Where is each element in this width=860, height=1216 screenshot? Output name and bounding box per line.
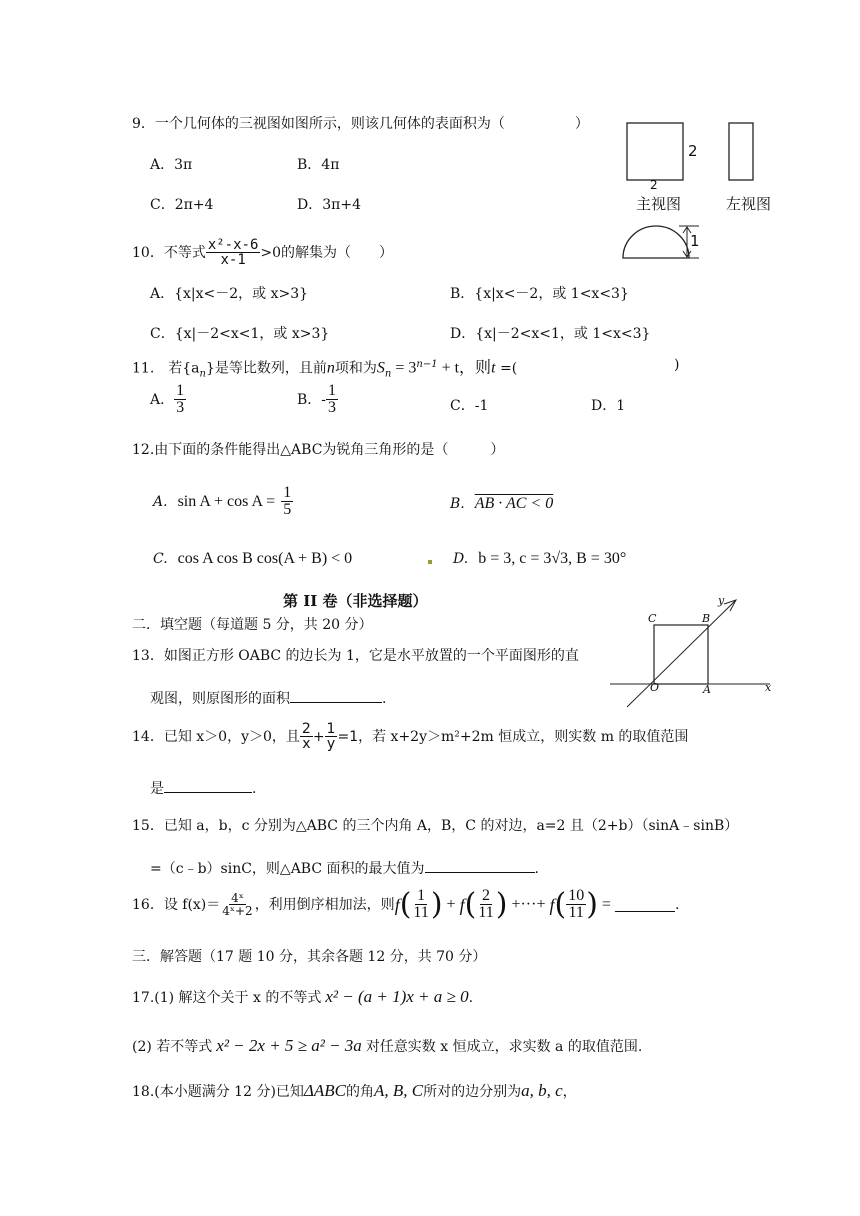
q17-p2-post: 对任意实数 x 恒成立，求实数 a 的取值范围.	[365, 1039, 643, 1055]
q11-opt-b-label: B．-	[297, 391, 327, 408]
q17-p1-end: .	[468, 990, 474, 1006]
q10-option-a: A．{x|x<－2，或 x>3}	[150, 286, 309, 302]
q11-var-S: S	[376, 359, 385, 377]
q11-opt-a-frac	[174, 383, 186, 416]
q11-text-c: }是等比数列，且前	[205, 360, 327, 377]
q18-end: ，	[562, 1084, 577, 1100]
q16-pre: 16．设 f(x)＝	[132, 896, 221, 913]
q9-option-b: B．4π	[297, 157, 340, 173]
q16-t1-num: 1	[417, 887, 426, 904]
q14-eq: =1	[337, 728, 359, 745]
q12-opt-a-expr: sin A + cos A =	[177, 492, 276, 510]
fig-label-O: O	[650, 681, 660, 694]
q11-opt-a-label: A．	[150, 391, 175, 408]
q15-line1: 15．已知 a，b，c 分别为△ABC 的三个内角 A，B，C 的对边，a=2 且（2+b）（sinA﹣sinB）	[132, 818, 739, 834]
q12-option-b	[450, 495, 553, 513]
q16-term-3	[566, 888, 586, 921]
q16-t1-den: 11	[413, 904, 429, 921]
q14-plus: +	[312, 728, 325, 745]
q14-f1-num: 2	[301, 721, 311, 737]
front-view-caption: 主视图	[636, 195, 682, 213]
q11-text-l: =(	[495, 360, 518, 377]
q14-f2-num: 1	[326, 721, 336, 737]
q13-line1: 13．如图正方形 OABC 的边长为 1，它是水平放置的一个平面图形的直	[132, 648, 579, 664]
q16-mid: ，利用倒序相加法，则	[254, 896, 395, 913]
q16-t3-num: 10	[568, 887, 585, 904]
q10-option-b: B．{x|x<－2，或 1<x<3}	[450, 286, 629, 302]
q16-term-1	[411, 888, 430, 921]
q10-stem	[132, 238, 393, 267]
q11-sub-n2: n	[384, 368, 392, 380]
q10-option-d: D．{x|－2<x<1，或 1<x<3}	[450, 326, 651, 342]
q15-line2-end: .	[534, 861, 539, 877]
q18-pre: 18.(本小题满分 12 分)已知	[132, 1084, 304, 1100]
q16-t2-num: 2	[482, 887, 491, 904]
fig-label-y: y	[718, 594, 725, 607]
q10-stem-post: >0的解集为（ ）	[260, 244, 394, 261]
q17-p1-pre: 17.(1) 解这个关于 x 的不等式	[132, 990, 322, 1006]
q11-var-n: n	[326, 359, 335, 377]
q18-line	[132, 1082, 577, 1101]
q10-frac-den: x-1	[220, 252, 246, 268]
q11-var-t: t	[491, 359, 496, 377]
q12-opt-a-den: 5	[283, 501, 292, 518]
q10-fraction	[206, 238, 261, 267]
q13-line2	[150, 688, 386, 708]
section3-heading: 三．解答题（17 题 10 分，其余各题 12 分，共 70 分）	[132, 949, 487, 965]
q11-opt-b-num: 1	[328, 382, 337, 399]
q14-line2-text: 是	[150, 781, 164, 797]
q16-line: 16．设 f(x)＝ $\frac{\text{4ˣ}}{\text{4ˣ+2}}$ ，利用倒序相加法，则 f ( $\frac{1}{11}$ ) + f ( $\frac{2}{11}$ ) +···+ f ( $\frac{10}{11}$ ) = .	[132, 886, 680, 922]
q12-opt-d-label: D.	[453, 551, 469, 567]
q16-fx-den: 4ˣ+2	[222, 904, 253, 918]
q11-text-h: = 3	[391, 359, 417, 377]
left-view-caption: 左视图	[726, 195, 772, 213]
q12-opt-a-frac	[281, 485, 293, 518]
q12-opt-b-expr: AB · AC < 0	[474, 495, 554, 512]
q14-answer-blank	[164, 778, 252, 793]
q15-line2-text: =（c﹣b）sinC，则△ABC 面积的最大值为	[150, 861, 425, 877]
q17-p2-expr: x² − 2x + 5 ≥ a² − 3a	[216, 1036, 362, 1055]
q10-stem-pre: 10．不等式	[132, 244, 206, 261]
q12-opt-d-expr: b = 3, c = 3√3, B = 30°	[478, 550, 627, 567]
q11-option-d: D．1	[591, 398, 626, 414]
q14-post: ，若 x+2y＞m²+2m 恒成立，则实数 m 的取值范围	[358, 728, 689, 745]
q11-sub-n: n	[199, 368, 206, 380]
q10-option-c: C．{x|－2<x<1，或 x>3}	[150, 326, 330, 342]
q13-answer-blank	[290, 688, 382, 703]
q11-opt-a-num: 1	[176, 382, 185, 399]
q14-line2	[150, 778, 256, 798]
q9-stem: 9．一个几何体的三视图如图所示，则该几何体的表面积为（ ）	[132, 116, 589, 132]
q11-text-a: 11. 若{a	[132, 360, 200, 377]
q17-part2	[132, 1037, 642, 1056]
q12-option-d	[453, 550, 626, 568]
q18-angles: A, B, C	[374, 1081, 424, 1100]
q16-answer-blank	[615, 897, 675, 912]
q11-option-a	[150, 383, 186, 416]
stray-dot	[428, 560, 432, 564]
top-view-dim-label: 1	[690, 232, 700, 250]
q18-triangle: ΔABC	[303, 1081, 346, 1100]
oblique-square-figure	[610, 595, 775, 695]
section2-heading: 二．填空题（每道题 5 分，共 20 分）	[132, 617, 373, 633]
q12-option-c	[153, 550, 352, 568]
q15-answer-blank	[425, 858, 535, 873]
q11-stem-end: )	[674, 357, 680, 373]
q14-pre: 14．已知 x＞0，y＞0，且	[132, 728, 300, 745]
q11-text-e: 项和为	[334, 360, 377, 377]
q13-line2-text: 观图，则原图形的面积	[150, 691, 290, 707]
fig-label-C: C	[648, 612, 657, 625]
q14-f2-den: y	[326, 736, 336, 752]
q12-opt-a-label: A.	[153, 493, 168, 510]
q16-t3-den: 11	[568, 904, 584, 921]
fig-label-B: B	[702, 612, 711, 625]
q17-p1-expr: x² − (a + 1)x + a ≥ 0	[325, 987, 469, 1006]
q10-frac-num: x²-x-6	[207, 237, 259, 253]
q11-option-b	[297, 383, 338, 416]
q14-frac-1	[300, 722, 313, 751]
q12-option-a	[153, 485, 293, 518]
fig-label-A: A	[703, 683, 711, 696]
q18-sides: a, b, c	[521, 1081, 563, 1100]
q11-opt-a-den: 3	[176, 399, 185, 416]
q9-option-c: C．2π+4	[150, 197, 214, 213]
front-view-width-label: 2	[650, 178, 658, 192]
q11-stem	[132, 356, 517, 383]
q16-end: .	[674, 896, 680, 913]
q11-exponent: n−1	[416, 359, 438, 370]
q17-p2-pre: (2) 若不等式	[132, 1039, 213, 1055]
q11-opt-b-den: 3	[328, 399, 337, 416]
q16-term-2	[476, 888, 495, 921]
q14-frac-2	[325, 722, 338, 751]
q14-f1-den: x	[302, 736, 311, 752]
front-view-height-label: 2	[688, 142, 698, 160]
q16-t2-den: 11	[478, 904, 494, 921]
q18-mid: 的角	[346, 1084, 374, 1100]
q12-opt-c-label: C.	[153, 551, 168, 567]
q9-option-d: D．3π+4	[297, 197, 361, 213]
q12-stem: 12.由下面的条件能得出△ABC为锐角三角形的是（ ）	[132, 442, 505, 458]
q16-fx-frac	[220, 892, 254, 917]
q9-option-a: A．3π	[150, 157, 193, 173]
q14-line2-end: .	[252, 781, 257, 797]
q12-opt-b-label: B.	[450, 496, 465, 512]
q12-opt-a-num: 1	[283, 484, 292, 501]
q14-line1	[132, 722, 688, 751]
q15-line2	[150, 858, 539, 878]
q16-fx-num: 4ˣ	[231, 891, 244, 905]
q12-opt-c-expr: cos A cos B cos(A + B) < 0	[177, 550, 353, 567]
q11-text-j: + t，则	[437, 359, 492, 377]
q13-line2-end: .	[382, 691, 387, 707]
q11-opt-b-frac	[326, 383, 338, 416]
q17-part1	[132, 988, 473, 1007]
fig-label-x: x	[765, 681, 772, 694]
part2-title: 第 II 卷（非选择题）	[283, 592, 428, 610]
q18-mid2: 所对的边分别为	[423, 1084, 522, 1100]
q11-option-c: C．-1	[450, 398, 489, 414]
